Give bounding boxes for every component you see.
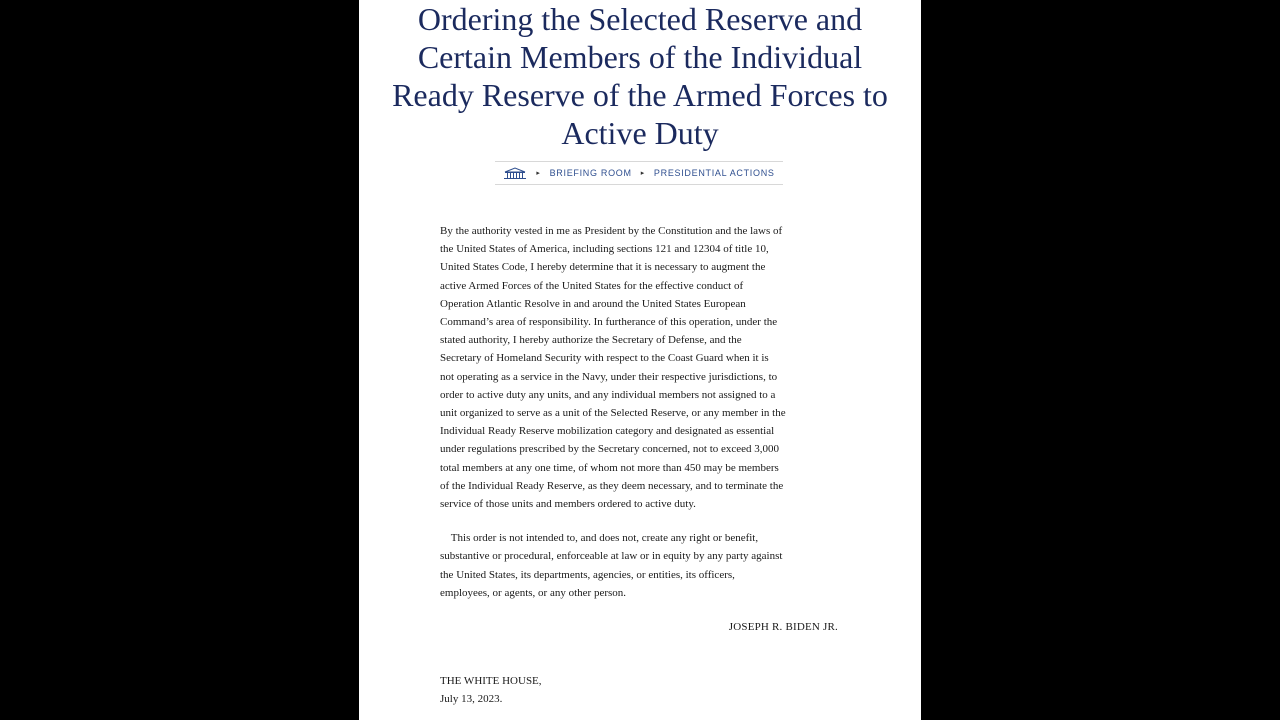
text-line: service of those units and members ordered to active duty. <box>440 498 696 511</box>
text-line: By the authority vested in me as President by the Constitution and the laws of <box>440 225 783 237</box>
signature: JOSEPH R. BIDEN JR. <box>728 621 838 633</box>
text-line: the United States of America, including sections 121 and 12304 of title 10, <box>440 243 769 256</box>
title-line: Ordering the Selected Reserve and <box>417 1 863 37</box>
chevron-right-icon: ▸ <box>640 170 645 177</box>
paragraph <box>440 529 840 602</box>
paragraph <box>440 222 840 513</box>
date-line: July 13, 2023. <box>440 693 503 705</box>
text-line: Command’s area of responsibility. In furtherance of this operation, under the <box>440 316 778 329</box>
text-line: Secretary of Homeland Security with respect to the Coast Guard when it is <box>440 352 769 365</box>
text-line: unit organized to serve as a unit of the Selected Reserve, or any member in the <box>440 407 786 420</box>
text-line: total members at any one time, of whom not more than 450 may be members <box>440 461 779 474</box>
text-line: order to active duty any units, and any individual members not assigned to a <box>440 388 776 401</box>
text-line: under regulations prescribed by the Secretary concerned, not to exceed 3,000 <box>440 443 780 456</box>
white-house-icon[interactable] <box>503 167 527 179</box>
title-line: Ready Reserve of the Armed Forces to <box>392 77 888 113</box>
text-line: This order is not intended to, and does not, create any right or benefit, <box>440 532 759 545</box>
text-line: not operating as a service in the Navy, under their respective jurisdictions, to <box>440 370 778 383</box>
text-line: stated authority, I hereby authorize the Secretary of Defense, and the <box>440 334 742 347</box>
document-page <box>359 0 921 720</box>
chevron-right-icon: ▸ <box>536 170 541 177</box>
text-line: United States Code, I hereby determine that it is necessary to augment the <box>440 261 766 274</box>
title-line: Certain Members of the Individual <box>417 39 863 75</box>
text-line: active Armed Forces of the United States for the effective conduct of <box>440 279 744 292</box>
place-line: THE WHITE HOUSE, <box>440 675 542 687</box>
text-line: of the Individual Ready Reserve, as they deem necessary, and to terminate the <box>440 479 784 492</box>
text-line: the United States, its departments, agencies, or entities, its officers, <box>440 568 735 581</box>
text-line: employees, or agents, or any other person. <box>440 586 627 599</box>
text-line: substantive or procedural, enforceable at law or in equity by any party against <box>440 550 783 563</box>
breadcrumb-item-briefing-room[interactable]: BRIEFING ROOM <box>549 168 632 178</box>
title-line: Active Duty <box>561 115 719 151</box>
document-body <box>440 222 840 602</box>
text-line: Individual Ready Reserve mobilization category and designated as essential <box>440 425 775 438</box>
breadcrumb-item-presidential-actions[interactable]: PRESIDENTIAL ACTIONS <box>653 168 775 178</box>
page-title <box>359 0 921 152</box>
text-line: Operation Atlantic Resolve in and around the United States European <box>440 297 746 310</box>
breadcrumb <box>495 161 783 185</box>
document-footer <box>440 672 740 708</box>
